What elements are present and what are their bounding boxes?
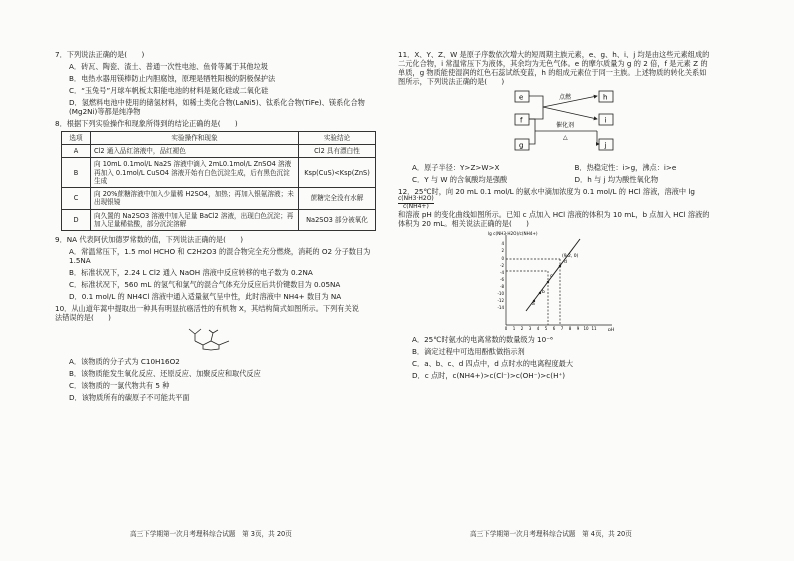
- q9-option-b: B．标准状况下，2.24 L Cl2 通入 NaOH 溶液中反应转移的电子数为 0.2NA: [69, 268, 313, 278]
- x-tick-labels: [505, 326, 597, 331]
- q10-option-a: A．该物质的分子式为 C10H16O2: [69, 357, 180, 367]
- q7-option-d: [69, 98, 390, 116]
- page-4-footer: 高三下学期第一次月考理科综合试题 第 4页，共 20页: [470, 530, 632, 538]
- q8-table: [61, 131, 376, 231]
- header-conclusion: 实验结论: [299, 132, 376, 145]
- label-i: i: [604, 116, 607, 125]
- row-c-option: C: [62, 188, 91, 209]
- q9-option-a: A．常温常压下，1.5 mol HCHO 和 C2H2O3 的混合物完全充分燃烧，消耗的 O2 分子数目为 1.5NA: [69, 247, 371, 266]
- point-d-label: d: [564, 260, 567, 266]
- q12-fraction: [398, 196, 434, 210]
- row-b-conclusion: Ksp(CuS)<Ksp(ZnS): [299, 158, 376, 188]
- frac-numerator: c(NH3·H2O): [398, 195, 434, 202]
- conversion-diagram: [513, 89, 723, 157]
- q10-option-c: C．该物质的一氯代物共有 5 种: [69, 381, 170, 391]
- point-d: [559, 265, 561, 267]
- q7-option-d-line1: D．氢燃料电池中使用的储氢材料，如稀土类化合物(LaNi5)、钛系化合物(TiFe)、镁系化合物: [69, 98, 365, 107]
- frac-denominator: c(NH4+): [402, 202, 429, 210]
- q12-option-a: A．25℃时氨水的电离常数的数量级为 10⁻⁶: [412, 335, 553, 345]
- label-g: g: [519, 141, 524, 150]
- header-operation: 实验操作和现象: [91, 132, 299, 145]
- q7-option-a: A．砖瓦、陶瓷、渣土、普通一次性电池、鱼骨等属于其他垃圾: [69, 62, 268, 71]
- row-a-operation: Cl2 通入品红溶液中，品红褪色: [91, 145, 299, 158]
- molecule-structure-figure: [185, 325, 390, 353]
- y-tick: -12: [497, 298, 504, 304]
- q7-option-c: C．“玉兔号”月球车帆板太阳能电池的材料是氮化硅或二氧化硅: [69, 86, 269, 95]
- y-tick: -8: [500, 284, 504, 290]
- q11-option-a: A．原子半径：Y>Z>W>X: [412, 163, 500, 172]
- q11-option-b: B．热稳定性：i>g，沸点：i>e: [574, 163, 677, 172]
- q11-option-c: C．Y 与 W 的含氧酸均是强酸: [412, 175, 508, 184]
- x-tick: 9: [576, 326, 580, 332]
- x-tick: 0: [504, 326, 508, 332]
- q10-stem: [55, 304, 390, 322]
- q9-option-d: D．0.1 mol/L 的 NH4Cl 溶液中通入适量氨气呈中性，此时溶液中 NH4+ 数目为 NA: [69, 292, 342, 302]
- q11-stem-line1: 11．X、Y、Z、W 是原子序数依次增大的短周期主族元素，e、g、h、i、j 均是由这些元素组成的: [398, 50, 710, 59]
- x-tick: 8: [568, 326, 572, 332]
- point-b: [539, 292, 541, 294]
- x-tick: 11: [591, 326, 597, 332]
- q12-option-c: C．a、b、c、d 四点中，d 点时水的电离程度最大: [412, 359, 574, 369]
- point-labels: [532, 259, 567, 307]
- q12-option-d: D．c 点时，c(NH4+)>c(Cl⁻)>c(OH⁻)>c(H⁺): [412, 371, 566, 381]
- q10-option-d: D．该物质所有的碳原子不可能共平面: [69, 393, 190, 403]
- y-tick: -6: [500, 277, 504, 283]
- row-b-option: B: [62, 158, 91, 188]
- x-axis-label: pH: [608, 328, 615, 332]
- table-row: [62, 209, 376, 230]
- table-header: [62, 132, 376, 145]
- table-row: [62, 158, 376, 188]
- q12-stem-line1: 12．25℃时，向 20 mL 0.1 mol/L 的氨水中滴加浓度为 0.1 mol/L 的 HCl 溶液，溶液中 lg: [398, 187, 695, 196]
- row-c-conclusion: 蔗糖完全没有水解: [299, 188, 376, 209]
- x-tick: 7: [560, 326, 564, 332]
- q11-option-d: D．h 与 j 均为酸性氧化物: [574, 175, 659, 184]
- y-tick: -10: [497, 291, 504, 297]
- y-tick: 2: [501, 248, 504, 254]
- molecule-structure-svg: [185, 325, 245, 351]
- x-tick: 4: [536, 326, 540, 332]
- row-d-option: D: [62, 209, 91, 230]
- q12-graph: [488, 231, 723, 333]
- q11-stem-line3: 单质，g 物质能使湿润的红色石蕊试纸变蓝，h 的组成元素位于同一主族。上述物质的转化关系如: [398, 68, 707, 77]
- point-b-label: b: [542, 290, 545, 296]
- y-tick: -4: [500, 270, 504, 276]
- label-j: j: [604, 141, 607, 150]
- y-tick: -2: [500, 263, 504, 269]
- cond-heat: △: [563, 134, 568, 141]
- x-tick: 6: [552, 326, 556, 332]
- cond-ignite: 点燃: [559, 94, 572, 101]
- right-page: [398, 50, 723, 383]
- row-a-option: A: [62, 145, 91, 158]
- q10-option-b: B．该物质能发生氧化反应、还原反应、加聚反应和取代反应: [69, 369, 261, 379]
- q8-stem: 8．根据下列实验操作和现象所得到的结论正确的是( ): [55, 119, 238, 128]
- q12-option-b: B．滴定过程中可选用酚酞做指示剂: [412, 347, 525, 357]
- q7-option-d-line2: (Mg2Ni)等都是纯净物: [69, 107, 141, 116]
- left-page: [55, 50, 390, 405]
- y-tick-labels: [497, 241, 504, 310]
- q10-stem-line1: 10．从山道年蒿中提取出一种具有明显抗癌活性的有机物 X，其结构简式如图所示。下列有关说: [55, 304, 359, 314]
- x-tick: 5: [544, 326, 548, 332]
- header-option: 选项: [62, 132, 91, 145]
- x-tick: 3: [528, 326, 532, 332]
- q7-option-b: B．电热水器用镁棒防止内胆腐蚀，原理是牺牲阳极的阴极保护法: [69, 74, 276, 83]
- y-axis-label: lg c(NH3·H2O)/c(NH4+): [488, 231, 538, 237]
- x-tick: 1: [512, 326, 516, 332]
- y-tick: 0: [501, 256, 504, 262]
- q11-options-2: [398, 175, 723, 187]
- q9-stem: 9．NA 代表阿伏加德罗常数的值，下列说法正确的是( ): [55, 235, 244, 245]
- q11-stem-line2: 二元化合物，i 常温常压下为液体，其余均为无色气体。e 的摩尔质量为 g 的 2 倍，f 是元素 Z 的: [398, 59, 708, 68]
- q12-stem-line3: 体积为 20 mL。相关说法正确的是( ): [398, 219, 529, 229]
- label-e: e: [519, 93, 524, 102]
- x-tick: 2: [520, 326, 524, 332]
- row-a-conclusion: Cl2 具有漂白性: [299, 145, 376, 158]
- point-a: [533, 300, 535, 302]
- point-coordinate-label: (9.2, 0): [562, 254, 579, 260]
- row-d-operation: 向久置的 Na2SO3 溶液中加入足量 BaCl2 溶液，出现白色沉淀；再加入足量稀盐酸，部分沉淀溶解: [91, 209, 299, 230]
- q12-graph-svg: [488, 231, 618, 331]
- page-3-footer: 高三下学期第一次月考理科综合试题 第 3页，共 20页: [130, 530, 292, 538]
- x-tick: 10: [583, 326, 589, 332]
- conversion-diagram-svg: [513, 89, 623, 155]
- point-c: [547, 281, 549, 283]
- q12-stem: [398, 187, 723, 228]
- point-c-label: c: [550, 274, 553, 280]
- row-d-conclusion: Na2SO3 部分被氧化: [299, 209, 376, 230]
- y-tick: 4: [501, 241, 504, 247]
- q11-stem-line4: 图所示，下列说法正确的是( ): [398, 77, 505, 86]
- point-a-label: a: [532, 302, 535, 308]
- cond-catalyst: 催化剂: [556, 122, 575, 129]
- q10-stem-line2: 法错误的是( ): [55, 313, 111, 323]
- q9-option-c: C．标准状况下，560 mL 的氢气和氯气的混合气体充分反应后共价键数目为 0.05NA: [69, 280, 341, 290]
- q11-options: [398, 163, 723, 175]
- table-row: [62, 145, 376, 158]
- label-f: f: [520, 116, 523, 125]
- table-row: [62, 188, 376, 209]
- row-c-operation: 向 20%蔗糖溶液中加入少量稀 H2SO4，加热；再加入银氨溶液；未出现银镜: [91, 188, 299, 209]
- label-h: h: [603, 93, 608, 102]
- q12-stem-line2: 和溶液 pH 的变化曲线如图所示。已知 c 点加入 HCl 溶液的体积为 10 mL，b 点加入 HCl 溶液的: [398, 210, 710, 220]
- q11-stem: [398, 50, 723, 86]
- q7-stem: 7．下列说法正确的是( ): [55, 50, 145, 59]
- row-b-operation: 向 10mL 0.1mol/L Na2S 溶液中滴入 2mL0.1mol/L ZnSO4 溶液再加入 0.1mol/L CuSO4 溶液开始有白色沉淀生成，后有黑色沉淀生成: [91, 158, 299, 188]
- y-tick: -14: [497, 305, 504, 311]
